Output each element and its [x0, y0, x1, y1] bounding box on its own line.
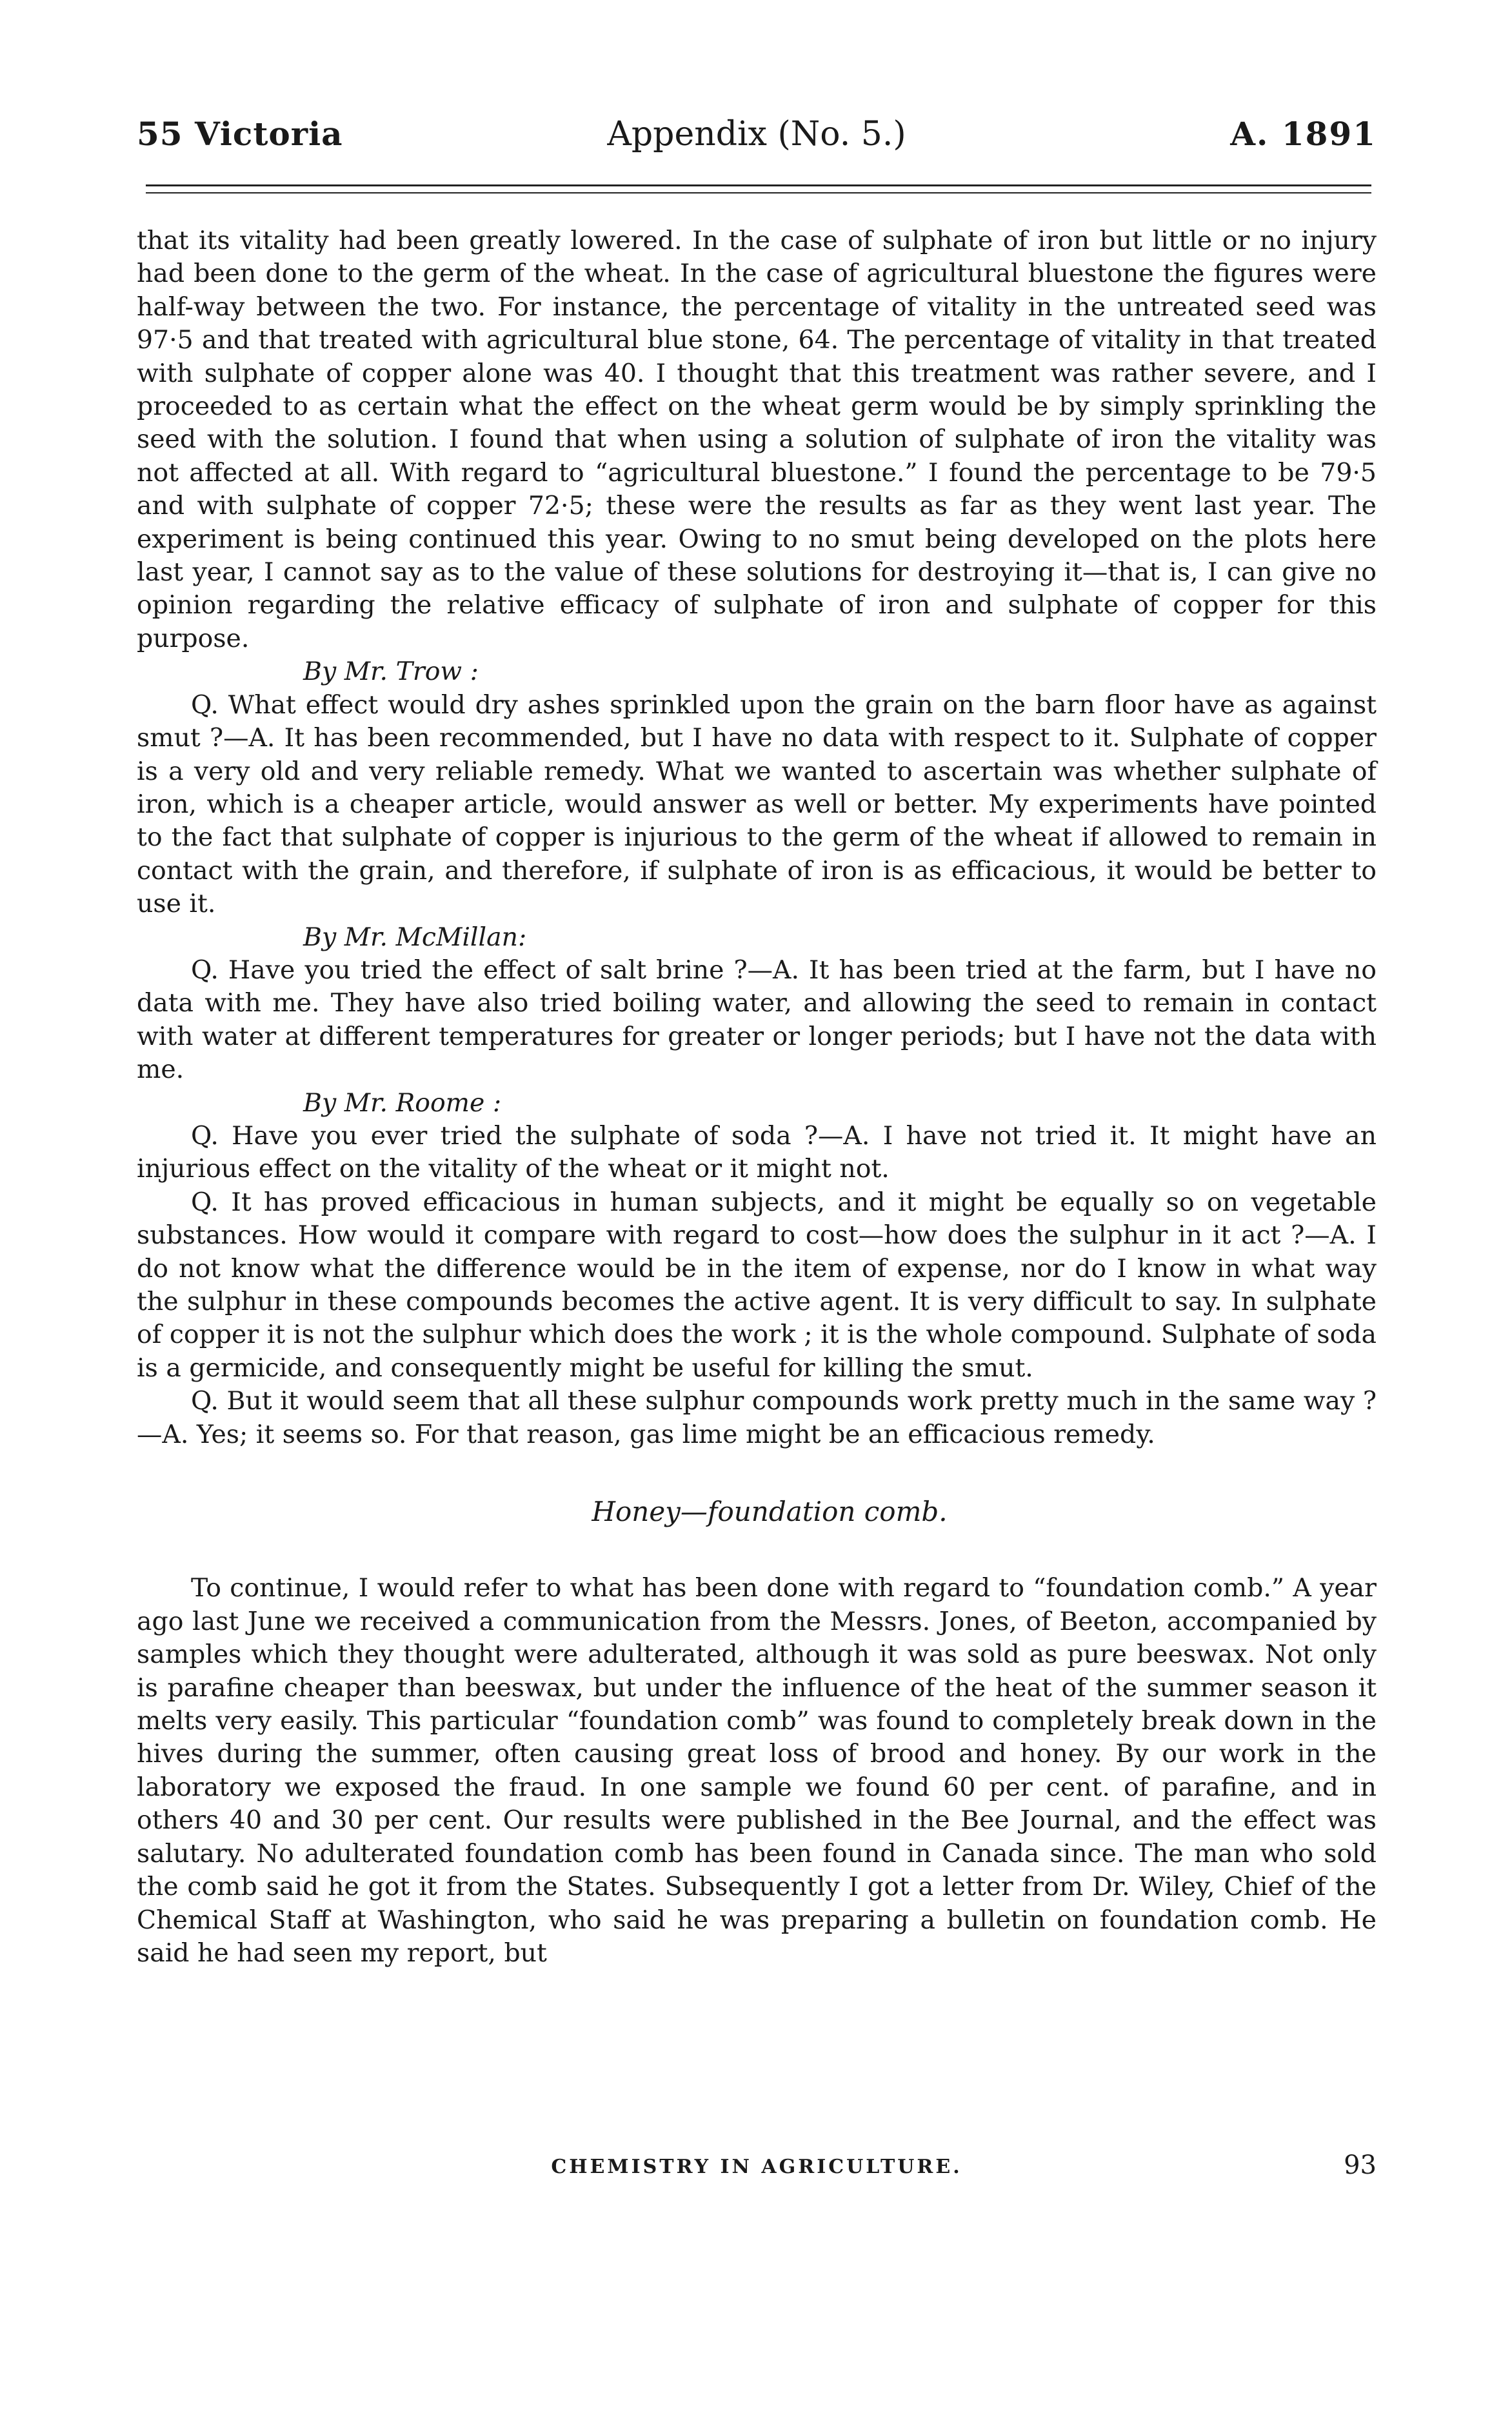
- section-heading: Honey—foundation comb.: [592, 1496, 948, 1528]
- paragraph: Q. What effect would dry ashes sprinkled upon the grain on the barn floor have as against smut ?—A. It has been recommended, but I have no data with respect to it. Sulphate of copper is a very old and very reliable remedy. What we wanted to ascertain was whether sulphate of iron, which is a cheaper article, would answer as well or better. My experiments have pointed to the fact that sulphate of copper is injurious to the germ of the wheat if allowed to remain in contact with the grain, and therefore, if sulphate of iron is as efficacious, it would be better to use it.: [137, 690, 1377, 919]
- running-header: [137, 115, 1377, 160]
- header-rule-top: [146, 184, 1371, 186]
- questioner-byline: By Mr. Roome :: [303, 1087, 502, 1118]
- page-number: 93: [1344, 2150, 1377, 2180]
- footer-title: CHEMISTRY IN AGRICULTURE.: [551, 2156, 962, 2178]
- questioner-byline: By Mr. McMillan:: [303, 922, 527, 952]
- paragraph: Q. Have you ever tried the sulphate of soda ?—A. I have not tried it. It might have an injurious effect on the vitality of the wheat or it might not.: [137, 1120, 1377, 1184]
- paragraph: Q. It has proved efficacious in human subjects, and it might be equally so on vegetable substances. How would it compare with regard to cost—how does the sulphur in it act ?—A. I do not know what the difference would be in the item of expense, nor do I know in what way the sulphur in these compounds becomes the active agent. It is very difficult to say. In sulphate of copper it is not the sulphur which does the work ; it is the whole compound. Sulphate of soda is a germicide, and consequently might be useful for killing the smut.: [137, 1187, 1377, 1383]
- questioner-byline: By Mr. Trow :: [303, 657, 479, 687]
- section-spacer: [137, 1451, 1377, 1495]
- paragraph: that its vitality had been greatly lowered. In the case of sulphate of iron but little or no injury had been done to the germ of the wheat. In the case of agricultural bluestone the figures were half-way between the two. For instance, the percentage of vitality in the untreated seed was 97·5 and that treated with agricultural blue stone, 64. The percentage of vitality in that treated with sulphate of copper alone was 40. I thought that this treatment was rather severe, and I proceeded to as certain what the effect on the wheat germ would be by simply sprinkling the seed with the solution. I found that when using a solution of sulphate of iron the vitality was not affected at all. With regard to “agricultural bluestone.” I found the percentage to be 79·5 and with sulphate of copper 72·5; these were the results as far as they went last year. The experiment is being continued this year. Owing to no smut being developed on the plots here last year, I cannot say as to the value of these solutions for destroying it—that is, I can give no opinion regarding the relative efficacy of sulphate of iron and sulphate of copper for this purpose.: [137, 226, 1377, 653]
- body-text: [137, 224, 1377, 1970]
- header-year: A. 1891: [1230, 115, 1377, 153]
- header-session: 55 Victoria: [137, 115, 343, 153]
- paragraph: Q. Have you tried the effect of salt brine ?—A. It has been tried at the farm, but I have no data with me. They have also tried boiling water, and allowing the seed to remain in contact with water at different temperatures for greater or longer periods; but I have not the data with me.: [137, 955, 1377, 1085]
- section-spacer: [137, 1528, 1377, 1572]
- paragraph: To continue, I would refer to what has been done with regard to “foundation comb.” A year ago last June we received a communication from the Messrs. Jones, of Beeton, accompanied by samples which they thought were adulterated, although it was sold as pure beeswax. Not only is parafine cheaper than beeswax, but under the influence of the heat of the summer season it melts very easily. This particular “foundation comb” was found to completely break down in the hives during the summer, often causing great loss of brood and honey. By our work in the laboratory we exposed the fraud. In one sample we found 60 per cent. of parafine, and in others 40 and 30 per cent. Our results were published in the Bee Journal, and the effect was salutary. No adulterated foundation comb has been found in Canada since. The man who sold the comb said he got it from the States. Subsequently I got a letter from Dr. Wiley, Chief of the Chemical Staff at Washington, who said he was preparing a bulletin on foundation comb. He said he had seen my report, but: [137, 1573, 1377, 1968]
- paragraph: Q. But it would seem that all these sulphur compounds work pretty much in the same way ?—A. Yes; it seems so. For that reason, gas lime might be an efficacious remedy.: [137, 1386, 1377, 1449]
- running-footer: [137, 2150, 1377, 2183]
- header-appendix: Appendix (No. 5.): [607, 115, 906, 154]
- header-rule-bottom: [146, 192, 1371, 193]
